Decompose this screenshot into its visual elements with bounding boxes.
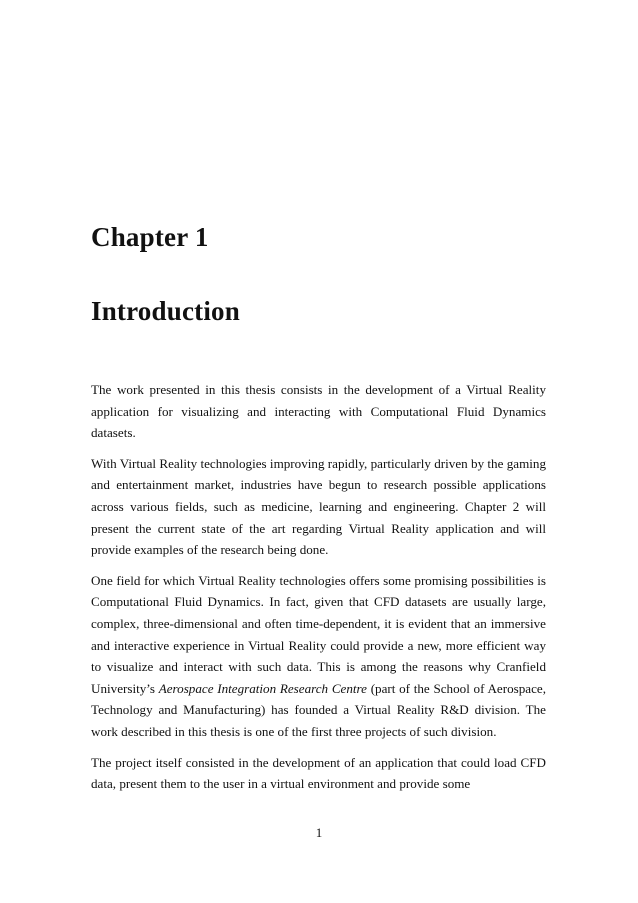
research-centre-name: Aerospace Integration Research Centre [158, 680, 367, 696]
page-number: 1 [315, 825, 323, 840]
chapter-title: Introduction [91, 296, 240, 326]
paragraph-3 [91, 570, 546, 743]
paragraph-3-text-start: One field for which Virtual Reality technologies offers some promising possibilities is Computational Fluid Dynamics. In fact, given that CFD datasets are usually large, complex, three-dimensional and often time-dependent, it is evident that an immersive and interactive experience in Virtual Reality could provide a new, more efficient way to visualize and interact with such data. This is among the reasons why Cranfield University’s [91, 572, 546, 696]
chapter-number: Chapter 1 [91, 222, 209, 252]
paragraph-1: The work presented in this thesis consists in the development of a Virtual Reality application for visualizing and interacting with Computational Fluid Dynamics datasets. [91, 382, 546, 441]
paragraph-3-text-end: (part of the School of Aerospace, Technology and Manufacturing) has founded a Virtual Reality R&D division. The work described in this thesis is one of the first three projects of such division. [91, 680, 546, 739]
paragraph-2: With Virtual Reality technologies improving rapidly, particularly driven by the gaming and entertainment market, industries have begun to research possible applications across various fields, such as medicine, learning and engineering. Chapter 2 will present the current state of the art regarding Virtual Reality application and will provide examples of the research being done. [91, 455, 546, 558]
chapter-body [91, 379, 546, 804]
paragraph-4: The project itself consisted in the development of an application that could load CFD data, present them to the user in a virtual environment and provide some [91, 754, 546, 792]
